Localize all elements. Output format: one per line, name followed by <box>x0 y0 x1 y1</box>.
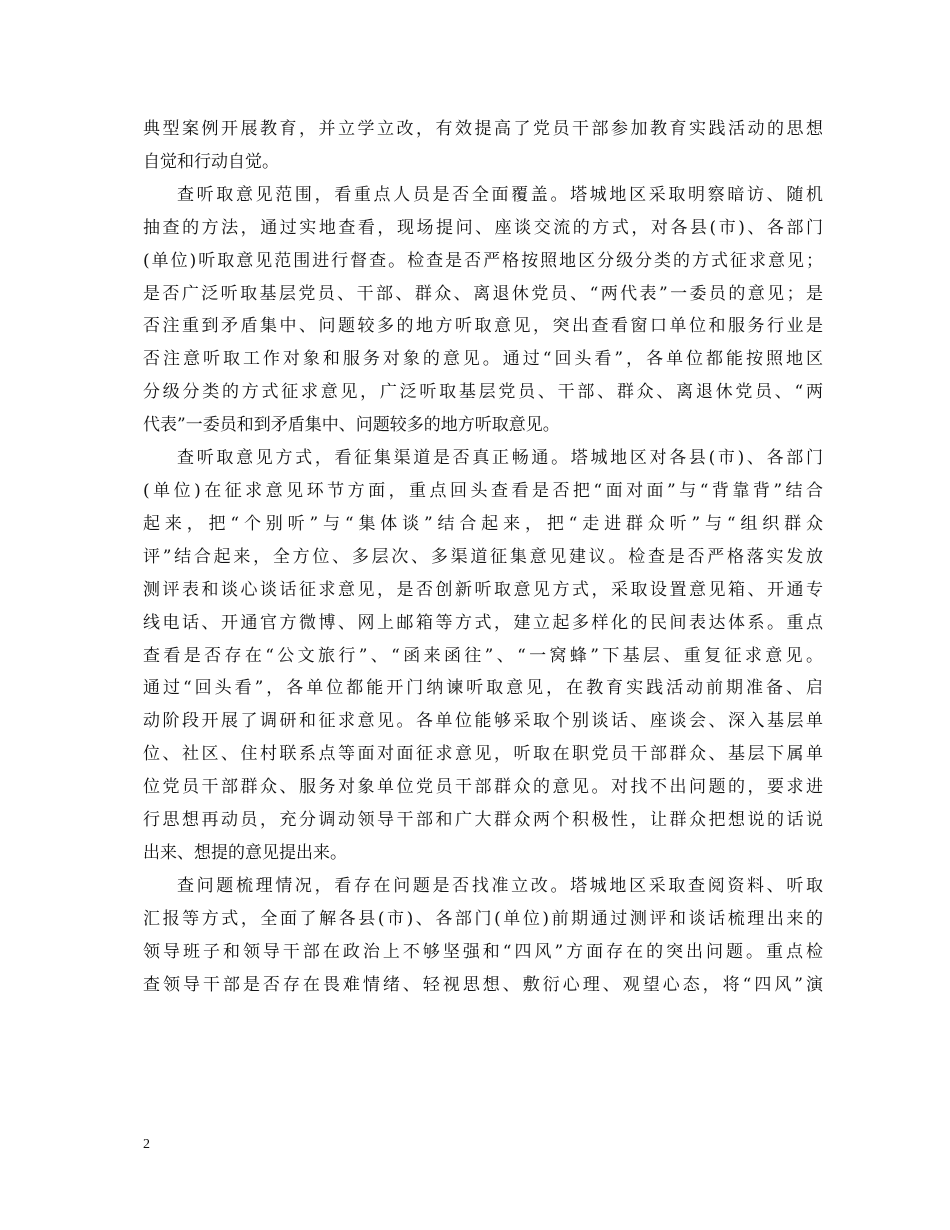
text-line: 测评表和谈心谈话征求意见，是否创新听取意见方式，采取设置意见箱、开通专 <box>143 579 823 600</box>
paragraph-opinion-scope <box>143 179 823 442</box>
text-line: 通过“回头看”，各单位都能开门纳谏听取意见，在教育实践活动前期准备、启 <box>143 678 823 699</box>
text-line: 否注意听取工作对象和服务对象的意见。通过“回头看”，各单位都能按照地区 <box>143 349 823 370</box>
text-line: 抽查的方法，通过实地查看，现场提问、座谈交流的方式，对各县(市)、各部门 <box>143 217 823 238</box>
text-line: 查看是否存在“公文旅行”、“函来函往”、“一窝蜂”下基层、重复征求意见。 <box>143 645 823 666</box>
text-line: (单位)在征求意见环节方面，重点回头查看是否把“面对面”与“背靠背”结合 <box>143 480 823 501</box>
text-line: 自觉和行动自觉。 <box>143 151 279 172</box>
text-line: 查听取意见范围，看重点人员是否全面覆盖。塔城地区采取明察暗访、随机 <box>177 184 823 205</box>
text-line: 线电话、开通官方微博、网上邮箱等方式，建立起多样化的民间表达体系。重点 <box>143 612 823 633</box>
paragraph-case-education <box>143 113 823 179</box>
text-line: 查问题梳理情况，看存在问题是否找准立改。塔城地区采取查阅资料、听取 <box>177 875 823 896</box>
text-line: 代表”一委员和到矛盾集中、问题较多的地方听取意见。 <box>143 415 560 436</box>
text-line: 查领导干部是否存在畏难情绪、轻视思想、敷衍心理、观望心态，将“四风”演 <box>143 974 823 995</box>
text-line: 查听取意见方式，看征集渠道是否真正畅通。塔城地区对各县(市)、各部门 <box>177 448 823 469</box>
body-text <box>143 113 823 1001</box>
page-number: 2 <box>143 1137 150 1152</box>
text-line: 分级分类的方式征求意见，广泛听取基层党员、干部、群众、离退休党员、“两 <box>143 382 823 403</box>
text-line: 位党员干部群众、服务对象单位党员干部群众的意见。对找不出问题的，要求进 <box>143 777 823 798</box>
text-line: 出来、想提的意见提出来。 <box>143 842 347 863</box>
text-line: 否注重到矛盾集中、问题较多的地方听取意见，突出查看窗口单位和服务行业是 <box>143 316 823 337</box>
text-line: 动阶段开展了调研和征求意见。各单位能够采取个别谈话、座谈会、深入基层单 <box>143 711 823 732</box>
text-line: 起来，把“个别听”与“集体谈”结合起来，把“走进群众听”与“组织群众 <box>143 513 823 534</box>
text-line: 位、社区、住村联系点等面对面征求意见，听取在职党员干部群众、基层下属单 <box>143 744 823 765</box>
text-line: 行思想再动员，充分调动领导干部和广大群众两个积极性，让群众把想说的话说 <box>143 810 823 831</box>
text-line: (单位)听取意见范围进行督查。检查是否严格按照地区分级分类的方式征求意见； <box>143 250 823 271</box>
paragraph-problem-review <box>143 870 823 1002</box>
text-line: 评”结合起来，全方位、多层次、多渠道征集意见建议。检查是否严格落实发放 <box>143 546 823 567</box>
paragraph-opinion-method <box>143 442 823 870</box>
text-line: 典型案例开展教育，并立学立改，有效提高了党员干部参加教育实践活动的思想 <box>143 119 823 139</box>
text-line: 汇报等方式，全面了解各县(市)、各部门(单位)前期通过测评和谈话梳理出来的 <box>143 908 823 929</box>
text-line: 是否广泛听取基层党员、干部、群众、离退休党员、“两代表”一委员的意见；是 <box>143 283 823 304</box>
text-line: 领导班子和领导干部在政治上不够坚强和“四风”方面存在的突出问题。重点检 <box>143 941 823 962</box>
